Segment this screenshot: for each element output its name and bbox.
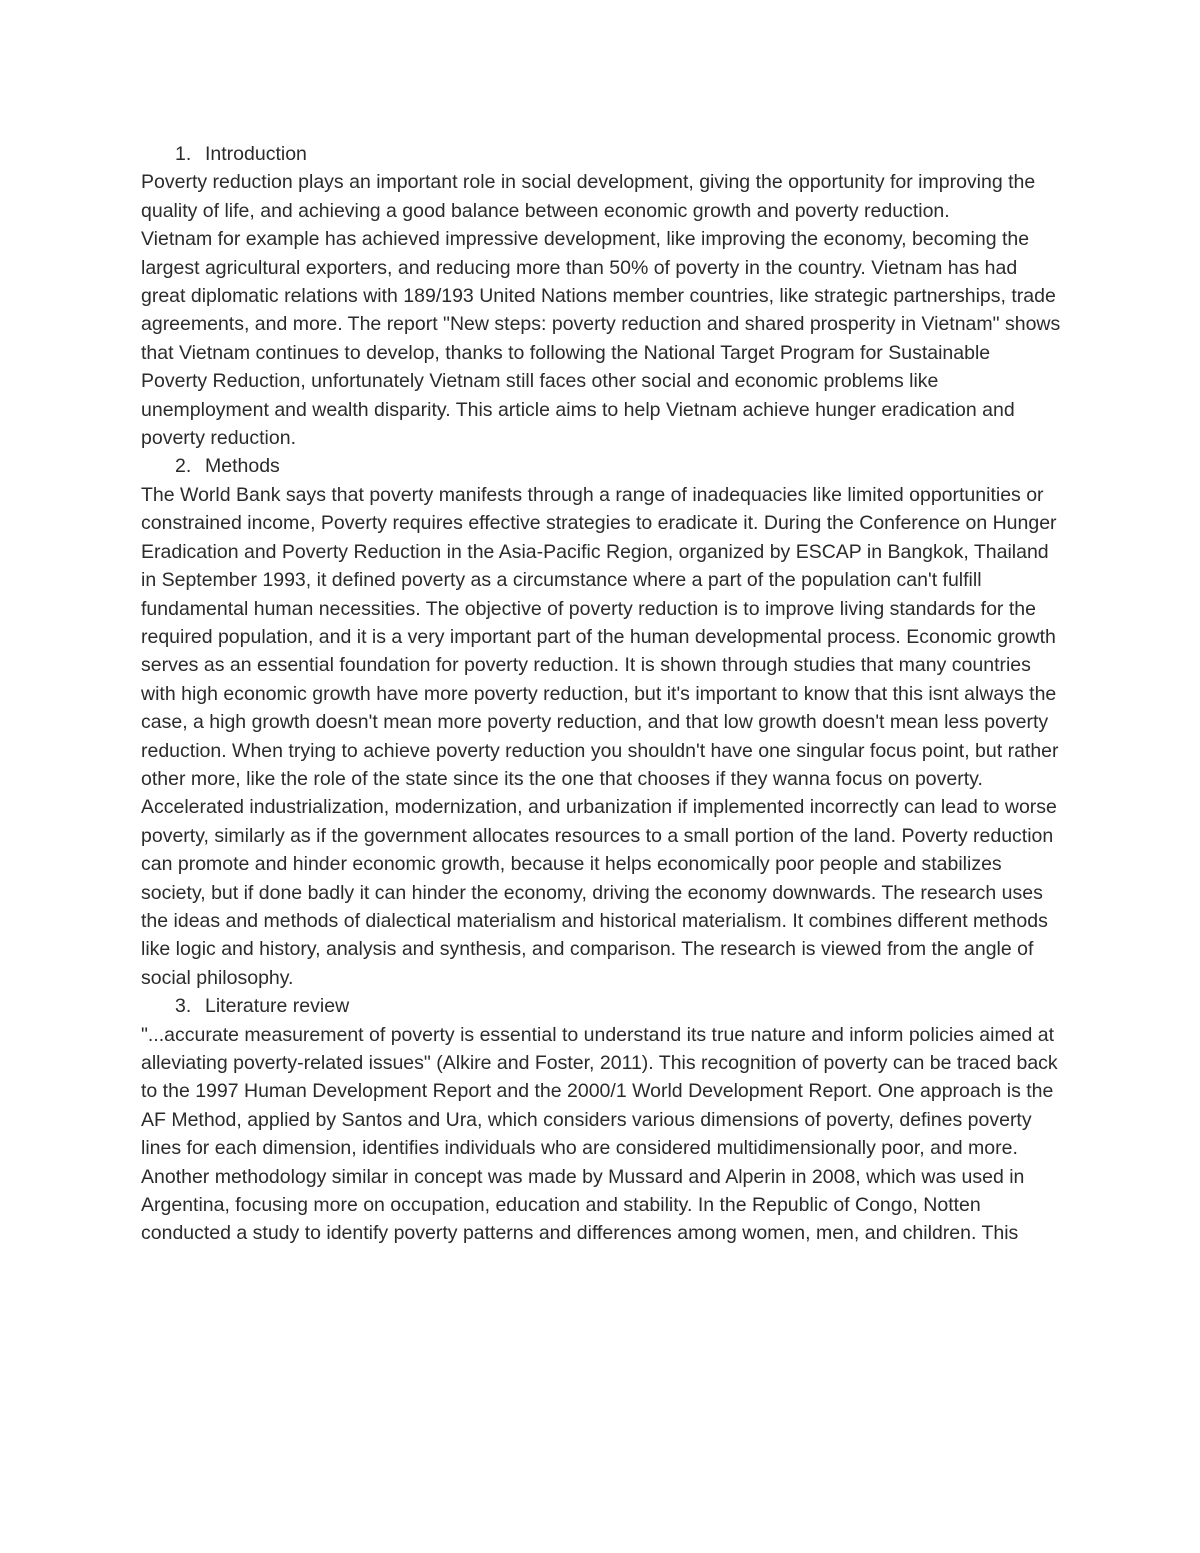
paragraph: Poverty reduction plays an important role in social development, giving the opportunity for improving the quality of life, and achieving a good balance between economic growth and poverty reduction. [141,171,1036,222]
section-title: Methods [205,455,280,478]
section-number: 2. [175,455,192,478]
paragraph: The World Bank says that poverty manifests through a range of inadequacies like limited opportunities or constrained income, Poverty requires effective strategies to eradicate it. During the Conference on Hunger Eradication and Poverty Reduction in the Asia-Pacific Region, organized by ESCAP in Bangkok, Thailand in September 1993, it defined poverty as a circumstance where a part of the population can't fulfill fundamental human necessities. The objective of poverty reduction is to improve living standards for the required population, and it is a very important part of the human developmental process. Economic growth serves as an essential foundation for poverty reduction. It is shown through studies that many countries with high economic growth have more poverty reduction, but it's important to know that this isnt always the case, a high growth doesn't mean more poverty reduction, and that low growth doesn't mean less poverty reduction. When trying to achieve poverty reduction you shouldn't have one singular focus point, but rather other more, like the role of the state since its the one that chooses if they wanna focus on poverty. Accelerated industrialization, modernization, and urbanization if implemented incorrectly can lead to worse poverty, similarly as if the government allocates resources to a small portion of the land. Poverty reduction can promote and hinder economic growth, because it helps economically poor people and stabilizes society, but if done badly it can hinder the economy, driving the economy downwards. The research uses the ideas and methods of dialectical materialism and historical materialism. It combines different methods like logic and history, analysis and synthesis, and comparison. The research is viewed from the angle of social philosophy. [141,483,1059,989]
section-heading-introduction [141,140,1061,168]
paragraph: Vietnam for example has achieved impressive development, like improving the economy, becoming the largest agricultural exporters, and reducing more than 50% of poverty in the country. Vietnam has had great diplomatic relations with 189/193 United Nations member countries, like strategic partnerships, trade agreements, and more. The report "New steps: poverty reduction and shared prosperity in Vietnam" shows that Vietnam continues to develop, thanks to following the National Target Program for Sustainable Poverty Reduction, unfortunately Vietnam still faces other social and economic problems like unemployment and wealth disparity. This article aims to help Vietnam achieve hunger eradication and poverty reduction. [141,228,1061,450]
section-title: Introduction [205,143,307,165]
section-number: 1. [175,143,192,165]
paragraph: "...accurate measurement of poverty is essential to understand its true nature and inform policies aimed at alleviating poverty-related issues" (Alkire and Foster, 2011). This recognition of poverty can be traced back to the 1997 Human Development Report and the 2000/1 World Development Report. One approach is the AF Method, applied by Santos and Ura, which considers various dimensions of poverty, defines poverty lines for each dimension, identifies individuals who are considered multidimensionally poor, and more. Another methodology similar in concept was made by Mussard and Alperin in 2008, which was used in Argentina, focusing more on occupation, education and stability. In the Republic of Congo, Notten conducted a study to identify poverty patterns and differences among women, men, and children. This [141,1023,1058,1245]
section-title: Literature review [205,995,350,1018]
section-heading-literature-review [141,992,1061,1020]
document-page [141,140,1061,1248]
section-number: 3. [175,995,192,1018]
section-heading-methods [141,452,1061,480]
